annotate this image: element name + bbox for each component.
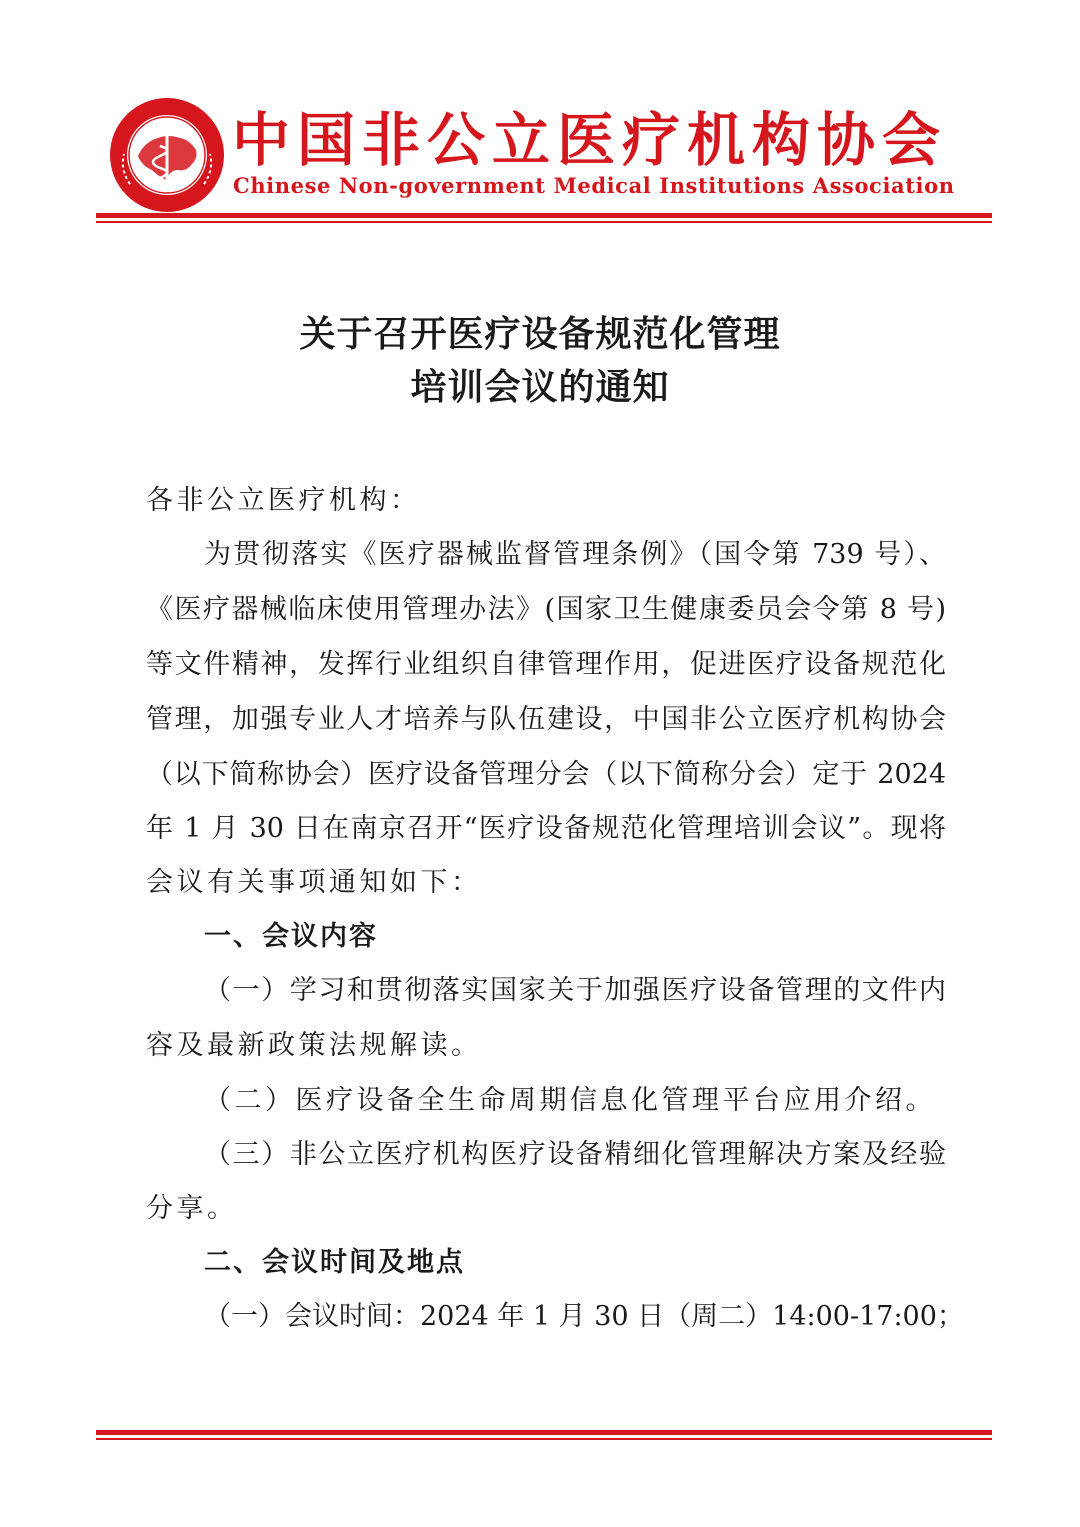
cnmia-logo-icon (108, 96, 226, 214)
salutation: 各非公立医疗机构： (146, 485, 421, 516)
section-item: （二）医疗设备全生命周期信息化管理平台应用介绍。 (204, 1085, 936, 1116)
section-item: 分享。 (146, 1193, 238, 1224)
footer-divider (96, 1430, 992, 1440)
section-item: 容及最新政策法规解读。 (146, 1030, 482, 1061)
document-title-line2: 培训会议的通知 (410, 367, 670, 408)
body-line: 会议有关事项通知如下： (146, 867, 482, 898)
body-line: （以下简称协会）医疗设备管理分会（以下简称分会）定于 2024 (146, 759, 946, 790)
body-line: 《医疗器械临床使用管理办法》(国家卫生健康委员会令第 8 号) (146, 594, 946, 625)
section-item: （一）学习和贯彻落实国家关于加强医疗设备管理的文件内 (204, 975, 946, 1006)
body-line: 等文件精神，发挥行业组织自律管理作用，促进医疗设备规范化 (146, 649, 946, 680)
body-line: 管理，加强专业人才培养与队伍建设，中国非公立医疗机构协会 (146, 704, 946, 735)
body-line: 年 1 月 30 日在南京召开“医疗设备规范化管理培训会议”。现将 (146, 813, 946, 844)
section-heading: 一、会议内容 (204, 921, 378, 952)
org-name-cn: 中国非公立医疗机构协会 (232, 106, 948, 174)
section-item: （三）非公立医疗机构医疗设备精细化管理解决方案及经验 (204, 1139, 946, 1170)
document-title-line1: 关于召开医疗设备规范化管理 (299, 314, 781, 355)
section-heading: 二、会议时间及地点 (204, 1247, 465, 1278)
org-name-en: Chinese Non-government Medical Institutions Association (233, 173, 955, 198)
section-item: （一）会议时间：2024 年 1 月 30 日（周二）14:00-17:00； (204, 1301, 964, 1332)
body-line: 为贯彻落实《医疗器械监督管理条例》（国令第 739 号）、 (204, 539, 946, 570)
letterhead (0, 0, 1080, 230)
header-divider (96, 213, 992, 223)
